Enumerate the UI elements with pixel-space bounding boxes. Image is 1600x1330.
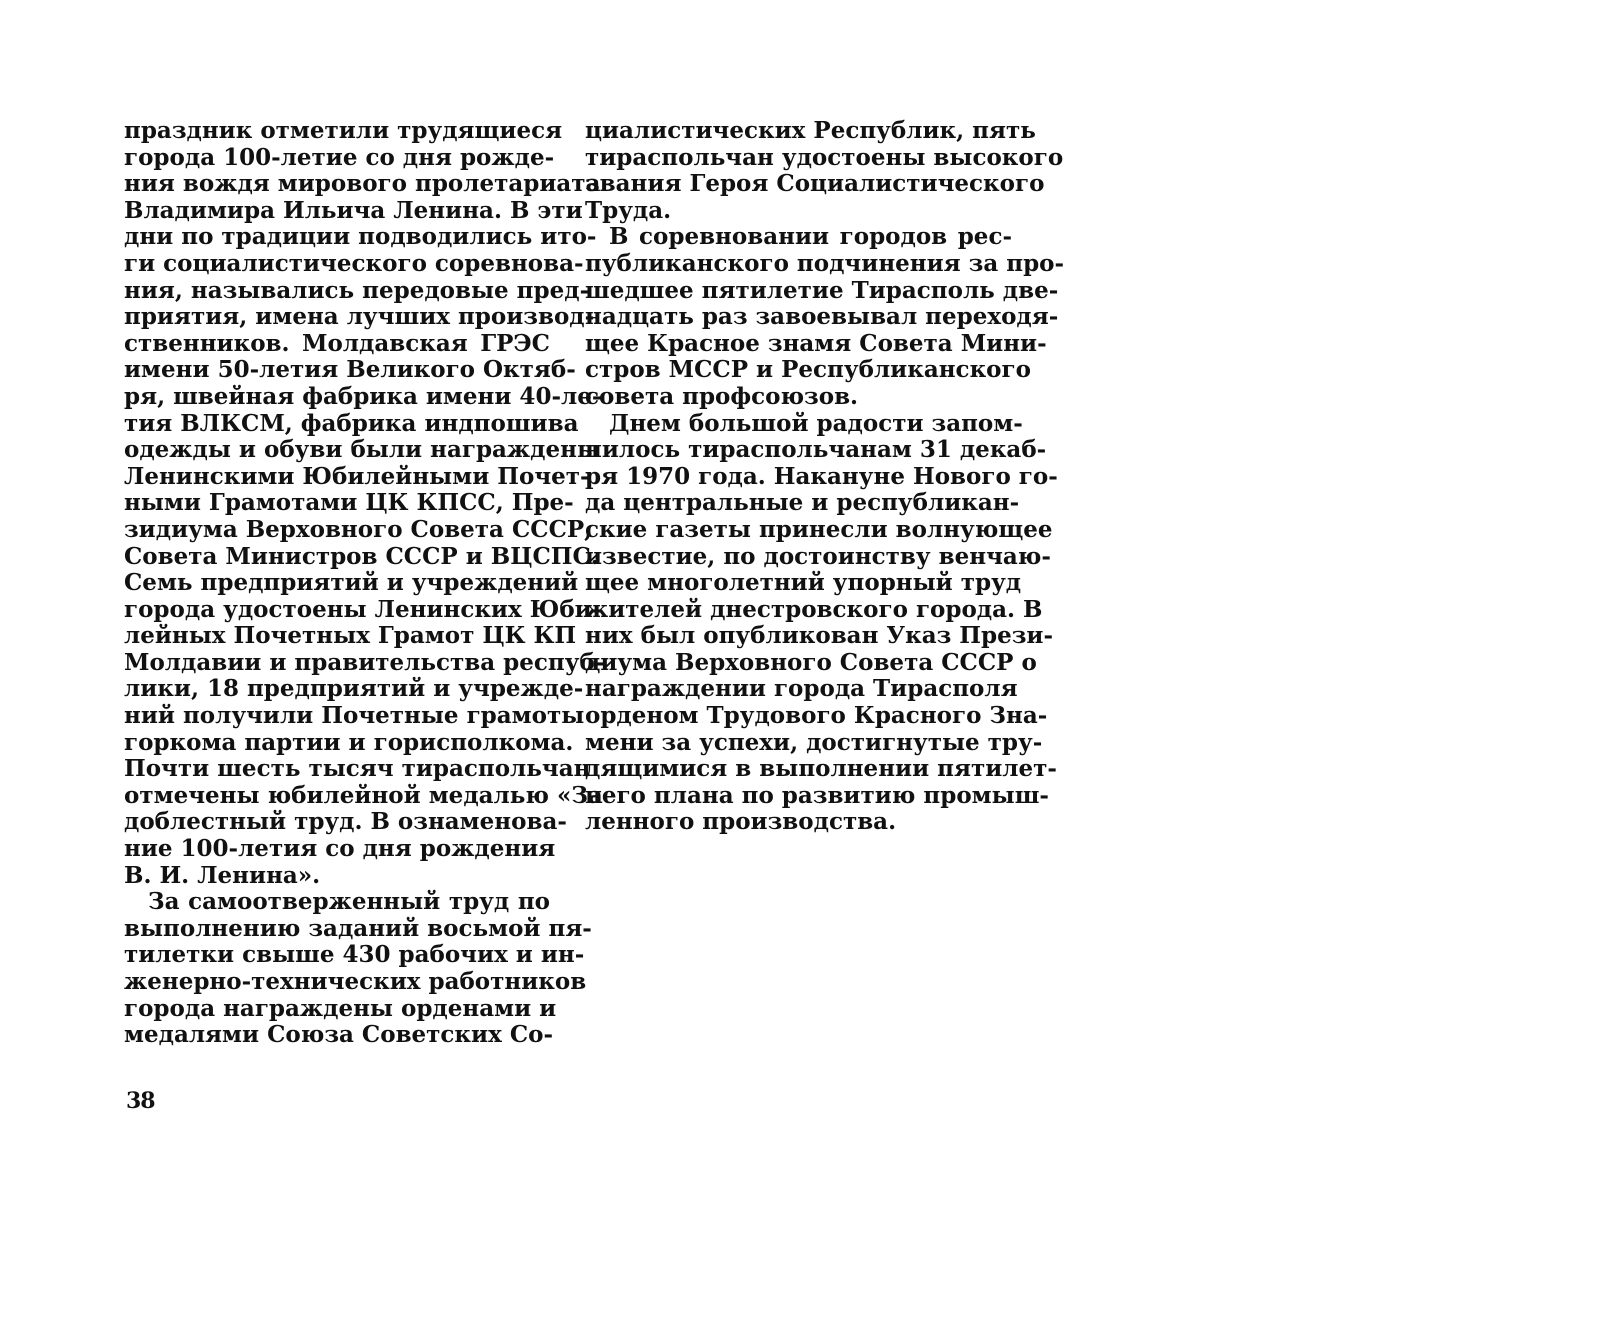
page-number: 38 — [126, 1088, 155, 1114]
text-line: диума Верховного Совета СССР о — [585, 648, 1037, 676]
text-line: Ленинскими Юбилейными Почет- — [124, 462, 590, 490]
text-line: надцать раз завоевывал переходя- — [585, 303, 1059, 331]
text-line: тираспольчан удостоены высокого — [585, 143, 1064, 171]
text-line: ря 1970 года. Накануне Нового го- — [585, 462, 1058, 490]
text-line: совета профсоюзов. — [585, 382, 859, 410]
text-line: города 100-летие со дня рожде- — [124, 143, 555, 171]
text-line: Семь предприятий и учреждений — [124, 569, 579, 597]
text-line: тилетки свыше 430 рабочих и ин- — [124, 941, 585, 969]
text-line: него плана по развитию промыш- — [585, 781, 1049, 809]
text-line: ными Грамотами ЦК КПСС, Пре- — [124, 489, 574, 517]
text-line: Молдавии и правительства респуб- — [124, 648, 605, 676]
text-line: праздник отметили трудящиеся — [124, 117, 563, 144]
left-column — [124, 117, 605, 1049]
text-line: Труда. — [585, 196, 672, 224]
text-line: щее многолетний упорный труд — [585, 569, 1022, 597]
text-line: мени за успехи, достигнутые тру- — [585, 728, 1043, 756]
text-line: лейных Почетных Грамот ЦК КП — [124, 622, 577, 650]
text-line: дящимися в выполнении пятилет- — [585, 755, 1057, 783]
text-line: звания Героя Социалистического — [585, 170, 1045, 198]
text-line: В. И. Ленина». — [124, 861, 321, 889]
text-line: орденом Трудового Красного Зна- — [585, 702, 1048, 730]
text-line: ские газеты принесли волнующее — [585, 515, 1053, 543]
text-line: В соревновании городов рес- — [609, 223, 1012, 251]
text-line: За самоотверженный труд по — [148, 888, 550, 916]
text-line: дни по традиции подводились ито- — [124, 223, 597, 251]
text-line: них был опубликован Указ Прези- — [585, 622, 1054, 650]
text-line: отмечены юбилейной медалью «За — [124, 781, 603, 809]
text-line: зидиума Верховного Совета СССР, — [124, 515, 593, 543]
text-line: города награждены орденами и — [124, 994, 557, 1022]
text-line: нилось тираспольчанам 31 декаб- — [585, 436, 1047, 464]
text-line: награждении города Тирасполя — [585, 675, 1018, 703]
text-line: ния вождя мирового пролетариата — [124, 170, 601, 198]
text-line: жителей днестровского города. В — [585, 595, 1043, 623]
text-line: города удостоены Ленинских Юби- — [124, 595, 602, 623]
text-line: приятия, имена лучших производ- — [124, 303, 595, 331]
text-line: медалями Союза Советских Со- — [124, 1021, 554, 1049]
text-line: одежды и обуви были награждены — [124, 436, 601, 464]
text-line: тия ВЛКСМ, фабрика индпошива — [124, 409, 579, 437]
text-line: женерно-технических работников — [124, 968, 587, 995]
text-line: доблестный труд. В ознаменова- — [124, 808, 567, 836]
text-line: ги социалистического соревнова- — [124, 249, 584, 277]
text-line: шедшее пятилетие Тирасполь две- — [585, 276, 1059, 304]
text-line: горкома партии и горисполкома. — [124, 728, 574, 756]
text-line: Почти шесть тысяч тираспольчан — [124, 755, 591, 783]
text-line: известие, по достоинству венчаю- — [585, 542, 1051, 570]
text-line: выполнению заданий восьмой пя- — [124, 914, 592, 942]
text-line: ние 100-летия со дня рождения — [124, 835, 556, 863]
text-line: публиканского подчинения за про- — [585, 249, 1065, 277]
text-line: да центральные и республикан- — [585, 489, 1020, 517]
text-line: ственников. Молдавская ГРЭС — [124, 329, 550, 357]
text-line: ленного производства. — [585, 808, 897, 836]
text-line: ря, швейная фабрика имени 40-ле- — [124, 382, 602, 410]
text-line: щее Красное знамя Совета Мини- — [585, 329, 1047, 357]
text-line: лики, 18 предприятий и учрежде- — [124, 675, 584, 703]
text-line: ний получили Почетные грамоты — [124, 702, 585, 730]
text-line: имени 50-летия Великого Октяб- — [124, 356, 576, 384]
text-line: Владимира Ильича Ленина. В эти — [124, 196, 583, 224]
text-line: стров МССР и Республиканского — [585, 356, 1031, 384]
text-line: циалистических Республик, пять — [585, 117, 1036, 144]
text-line: Совета Министров СССР и ВЦСПС. — [124, 542, 599, 570]
right-column — [585, 117, 1065, 836]
text-line: ния, назывались передовые пред- — [124, 276, 590, 304]
text-line: Днем большой радости запом- — [609, 409, 1023, 437]
